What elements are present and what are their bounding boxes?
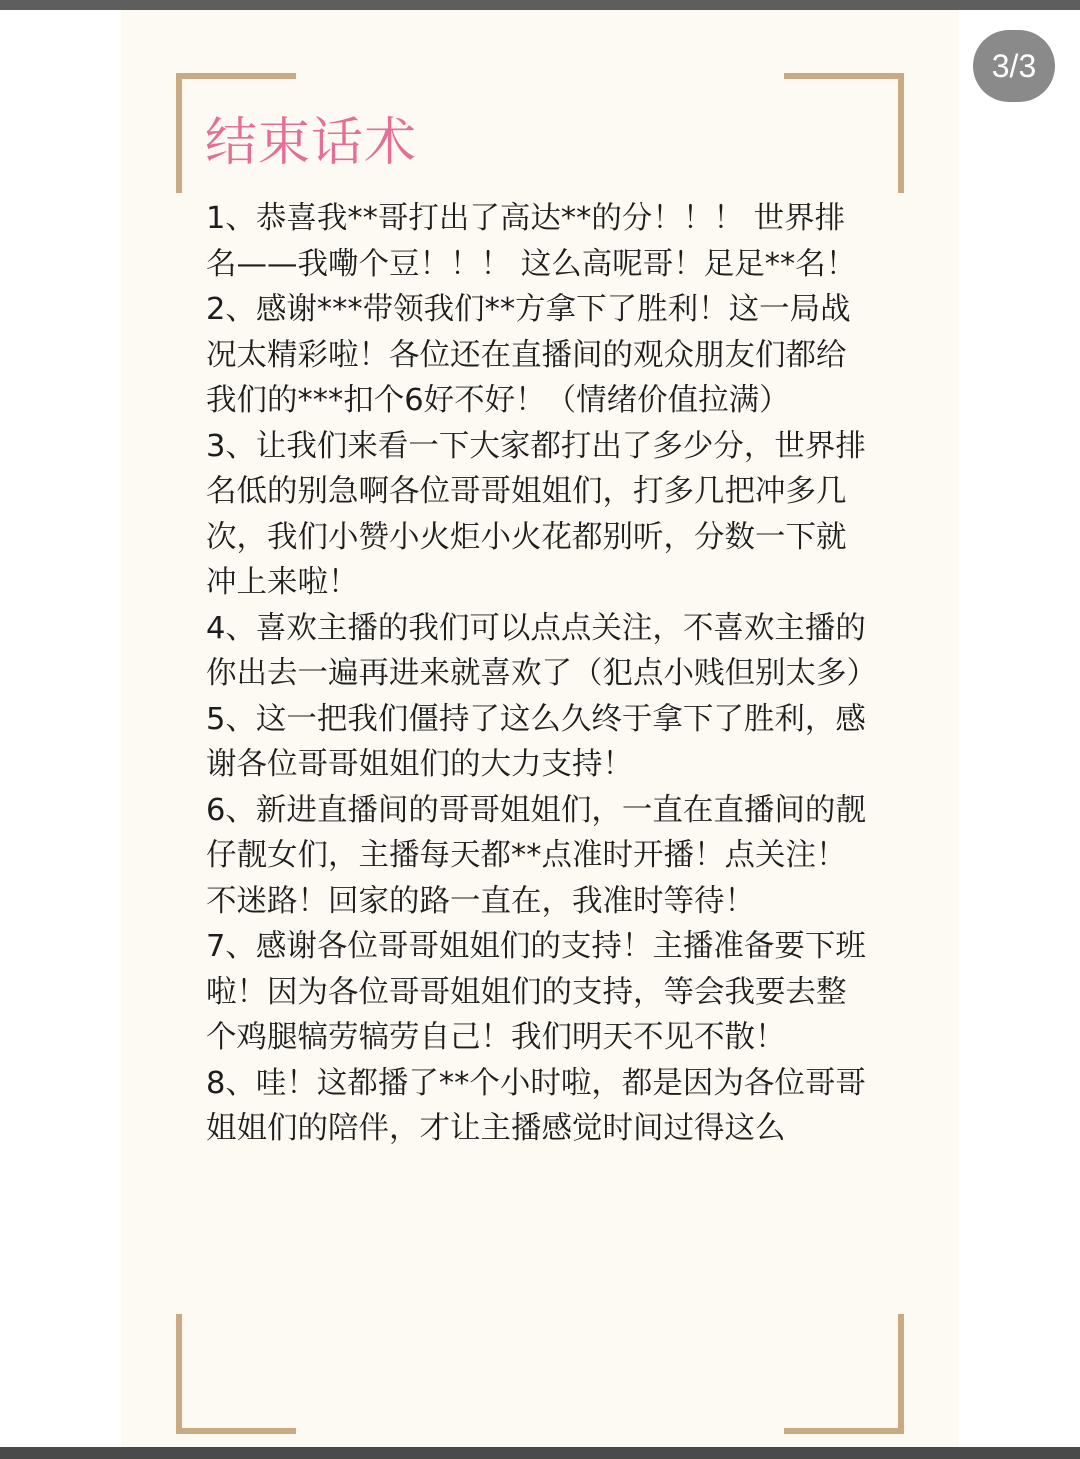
list-item: 8、哇！这都播了**个小时啦，都是因为各位哥哥姐姐们的陪伴，才让主播感觉时间过得这么: [206, 1065, 866, 1146]
page-title: 结束话术: [205, 113, 418, 173]
frame-corner-bottom-right: [784, 1428, 904, 1434]
list-item: 6、新进直播间的哥哥姐姐们，一直在直播间的靓仔靓女们，主播每天都**点准时开播！点关注！不迷路！回家的路一直在，我准时等待！: [206, 792, 866, 919]
frame-corner-bottom-left: [176, 1428, 296, 1434]
frame-corner-top-left: [178, 73, 296, 79]
list-item: 3、让我们来看一下大家都打出了多少分，世界排名低的别急啊各位哥哥姐姐们，打多几把冲多几次，我们小赞小火炬小火花都别听，分数一下就冲上来啦！: [206, 428, 866, 600]
bottom-edge-bar: [0, 1447, 1080, 1459]
frame-corner-top-right-vertical: [898, 73, 904, 193]
top-edge-bar: [0, 0, 1080, 10]
list-item: 4、喜欢主播的我们可以点点关注，不喜欢主播的你出去一遍再进来就喜欢了（犯点小贱但别太多）: [206, 610, 877, 691]
script-list: [206, 196, 877, 1152]
list-item: 2、感谢***带领我们**方拿下了胜利！这一局战况太精彩啦！各位还在直播间的观众朋友们都给我们的***扣个6好不好！（情绪价值拉满）: [206, 292, 851, 418]
frame-corner-bottom-left-vertical: [176, 1314, 182, 1434]
page-counter-badge: 3/3: [973, 30, 1055, 102]
frame-corner-bottom-right-vertical: [898, 1314, 904, 1434]
list-item: 7、感谢各位哥哥姐姐们的支持！主播准备要下班啦！因为各位哥哥姐姐们的支持，等会我要去整个鸡腿犒劳犒劳自己！我们明天不见不散！: [206, 929, 866, 1055]
list-item: 1、恭喜我**哥打出了高达**的分！！！ 世界排名——我嘞个豆！！！ 这么高呢哥！足足**名！: [206, 201, 857, 282]
frame-corner-top-right: [784, 73, 904, 79]
frame-corner-top-left-vertical: [176, 73, 182, 193]
list-item: 5、这一把我们僵持了这么久终于拿下了胜利，感谢各位哥哥姐姐们的大力支持！: [206, 701, 866, 782]
